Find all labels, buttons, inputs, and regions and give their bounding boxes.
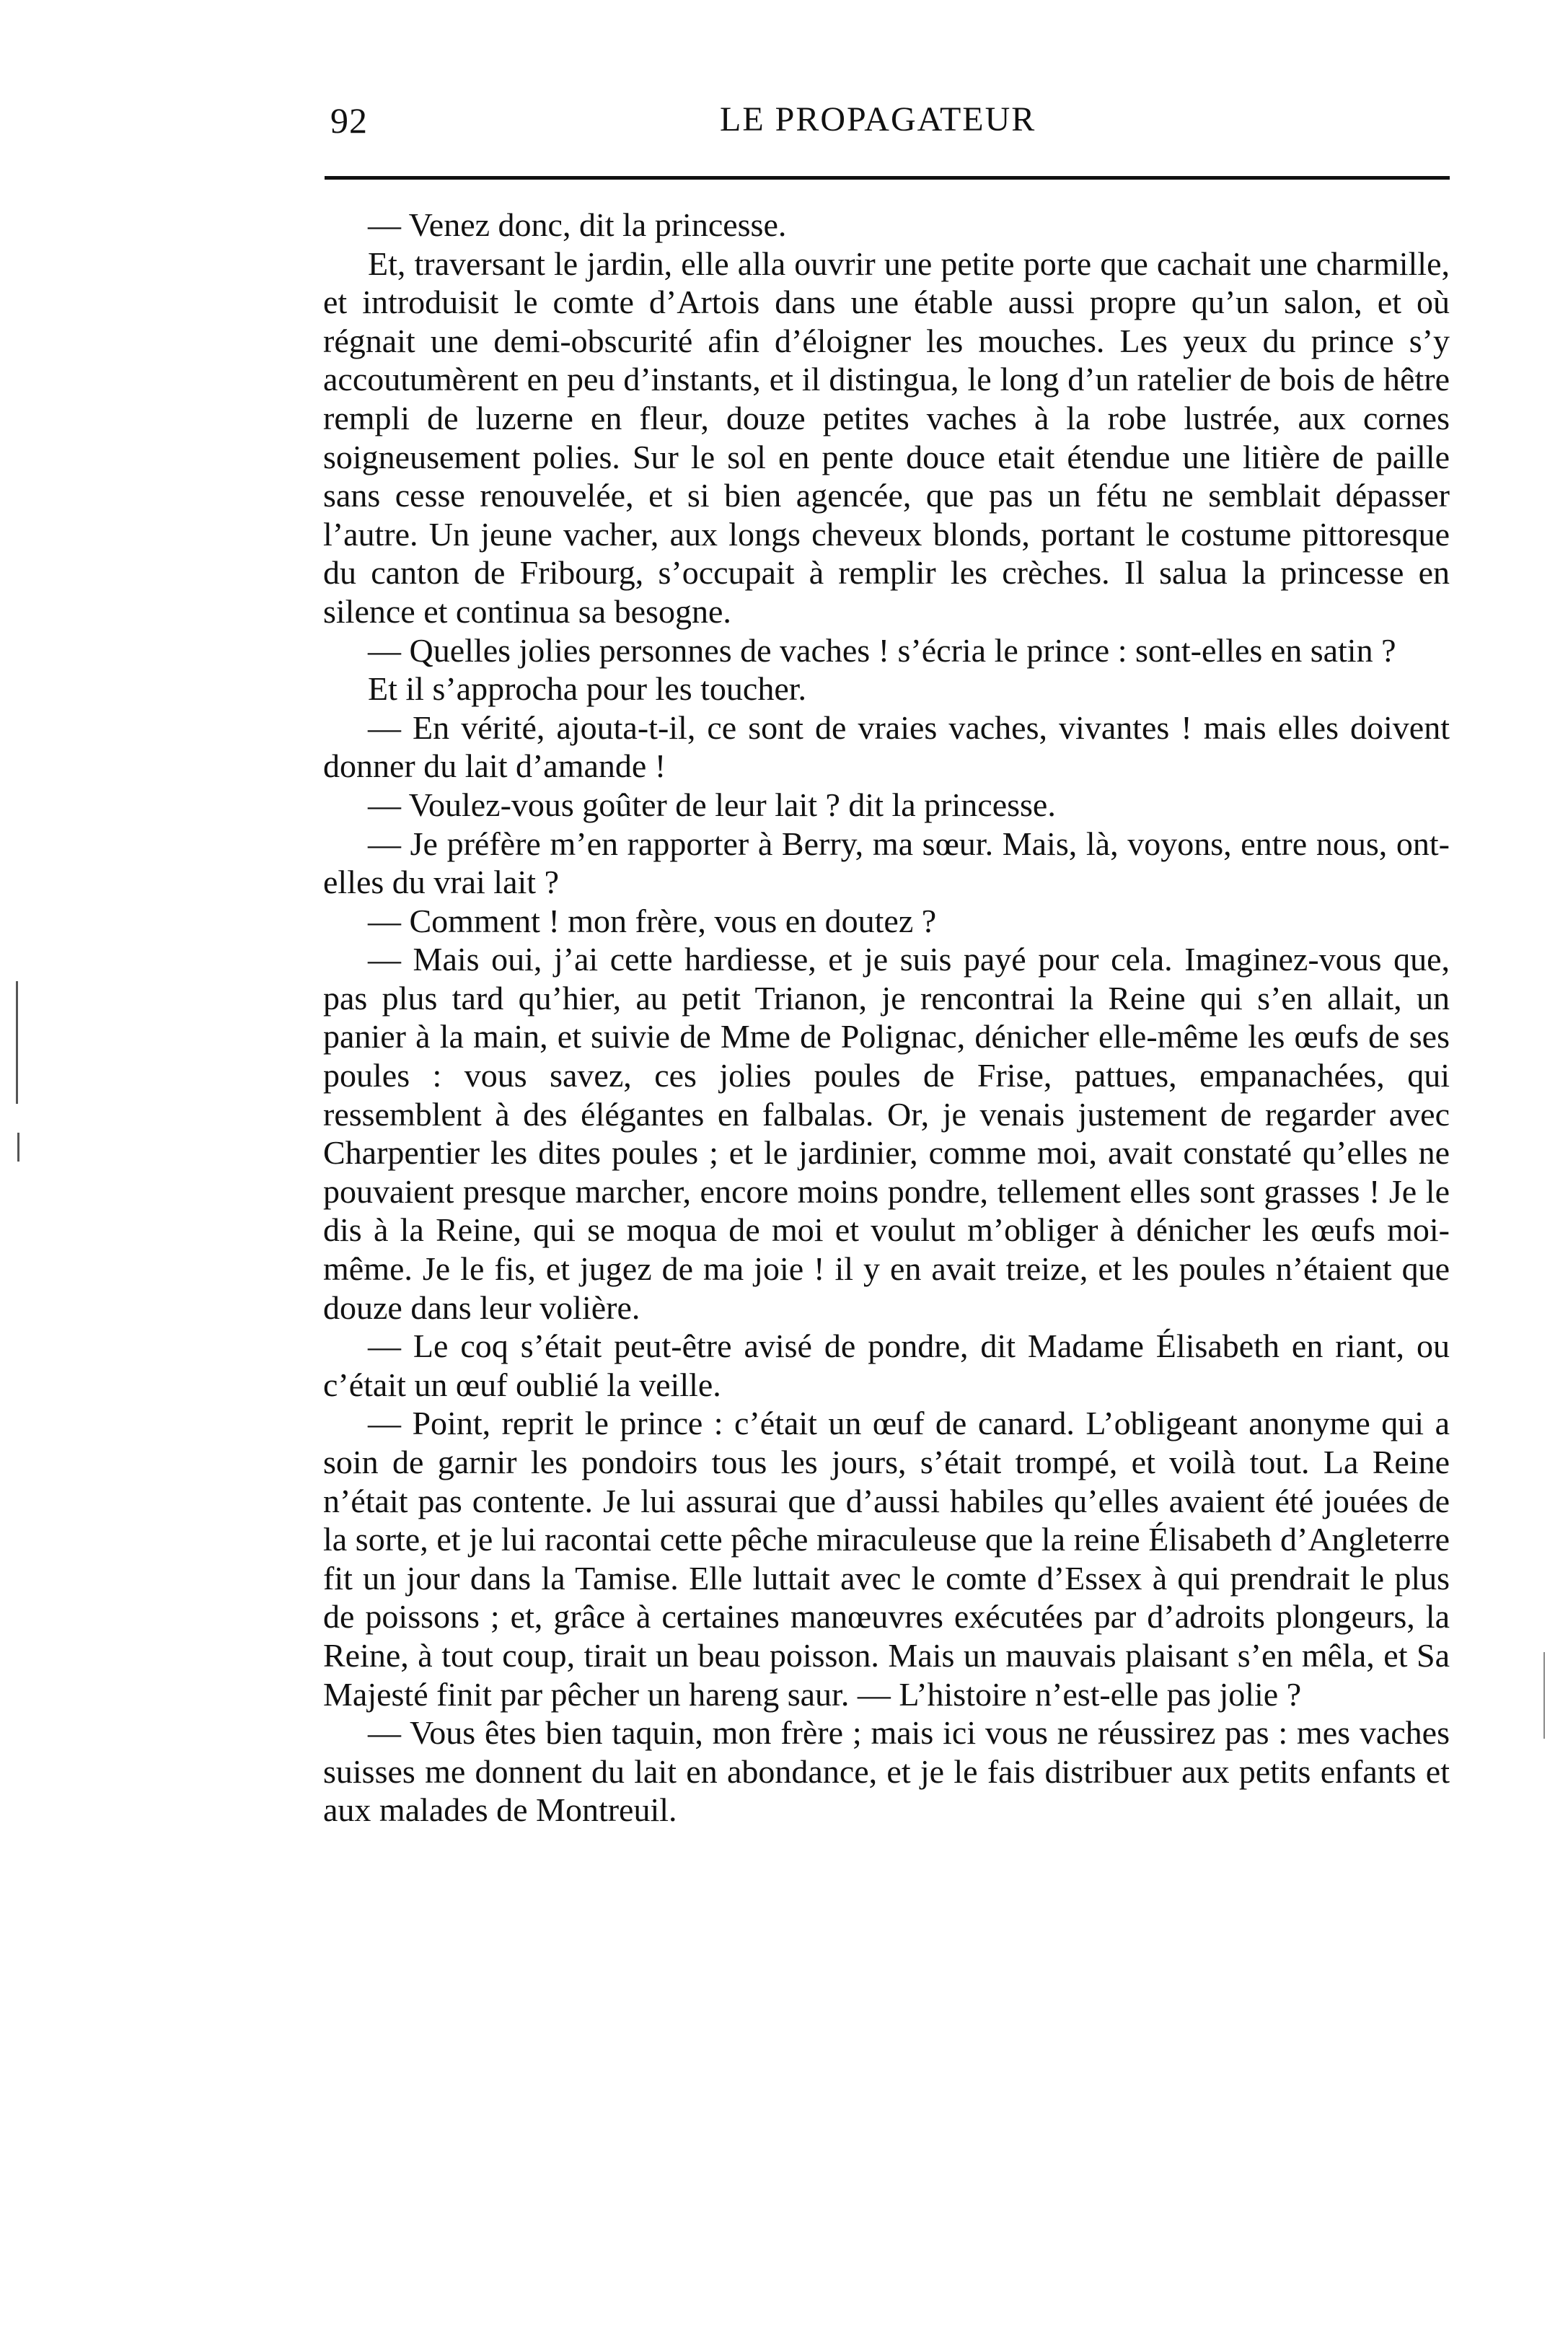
- page-header: [330, 87, 1448, 152]
- paragraph: — Point, reprit le prince : c’était un œuf de canard. L’obligeant anonyme qui a soin de garnir les pondoirs tous les jours, s’était trompé, et voilà tout. La Reine n’était pas contente. Je lui assurai que d’aussi habiles qu’elles avaient été jouées de la sorte, et je lui racontai cette pêche miraculeuse que la reine Élisabeth d’Angleterre fit un jour dans la Tamise. Elle luttait avec le comte d’Essex à qui prendrait le plus de poissons ; et, grâce à certaines manœuvres exécutées par d’adroits plongeurs, la Reine, à tout coup, tirait un beau poisson. Mais un mauvais plaisant s’en mêla, et Sa Majesté finit par pêcher un hareng saur. — L’histoire n’est-elle pas jolie ?: [323, 1405, 1450, 1713]
- paragraph: — Vous êtes bien taquin, mon frère ; mais ici vous ne réussirez pas : mes vaches suisses me donnent du lait en abondance, et je le fais distribuer aux petits enfants et aux malades de Montreuil.: [323, 1714, 1450, 1829]
- scan-mark: [17, 1133, 19, 1162]
- paragraph: — Voulez-vous goûter de leur lait ? dit la princesse.: [368, 786, 1056, 823]
- scan-mark: [16, 981, 18, 1104]
- paragraph: Et, traversant le jardin, elle alla ouvrir une petite porte que cachait une charmille, et introduisit le comte d’Artois dans une étable aussi propre qu’un salon, et où régnait une demi-obscurité afin d’éloigner les mouches. Les yeux du prince s’y accoutumèrent en peu d’instants, et il distingua, le long d’un ratelier de bois de hêtre rempli de luzerne en fleur, douze petites vaches à la robe lustrée, aux cornes soigneusement polies. Sur le sol en pente douce etait étendue une litière de paille sans cesse renouvelée, et si bien agencée, que pas un fétu ne semblait dépasser l’autre. Un jeune vacher, aux longs cheveux blonds, portant le costume pittoresque du canton de Fribourg, s’occupait à remplir les crèches. Il salua la princesse en silence et continua sa besogne.: [323, 245, 1450, 630]
- paragraph: — Le coq s’était peut-être avisé de pondre, dit Madame Élisabeth en riant, ou c’était un œuf oublié la veille.: [323, 1327, 1450, 1403]
- paragraph: — Mais oui, j’ai cette hardiesse, et je suis payé pour cela. Imaginez-vous que, pas plus tard qu’hier, au petit Trianon, je rencontrai la Reine qui s’en allait, un panier à la main, et suivie de Mme de Polignac, dénicher elle-même les œufs de ses poules : vous savez, ces jolies poules de Frise, pattues, empanachées, qui ressemblent à des élégantes en falbalas. Or, je venais justement de regarder avec Charpentier les dites poules ; et le jardinier, comme moi, avait constaté qu’elles ne pouvaient presque marcher, encore moins pondre, tellement elles sont grasses ! Je le dis à la Reine, qui se moqua de moi et voulut m’obliger à dénicher les œufs moi-même. Je le fis, et jugez de ma joie ! il y en avait treize, et les poules n’étaient que douze dans leur volière.: [323, 941, 1450, 1326]
- body-text: [323, 206, 1450, 1830]
- paragraph: — Je préfère m’en rapporter à Berry, ma sœur. Mais, là, voyons, entre nous, ont-elles du vrai lait ?: [323, 825, 1450, 901]
- page-number: 92: [330, 100, 368, 141]
- paragraph: — Venez donc, dit la princesse.: [368, 206, 787, 243]
- paragraph: — Comment ! mon frère, vous en doutez ?: [368, 902, 937, 939]
- paragraph: — En vérité, ajouta-t-il, ce sont de vraies vaches, vivantes ! mais elles doivent donner du lait d’amande !: [323, 708, 1450, 785]
- scan-mark: [1543, 1652, 1545, 1739]
- header-rule: [325, 176, 1450, 180]
- paragraph: — Quelles jolies personnes de vaches ! s’écria le prince : sont-elles en satin ?: [368, 631, 1396, 669]
- running-title: LE PROPAGATEUR: [720, 100, 1036, 139]
- paragraph: Et il s’approcha pour les toucher.: [368, 670, 807, 708]
